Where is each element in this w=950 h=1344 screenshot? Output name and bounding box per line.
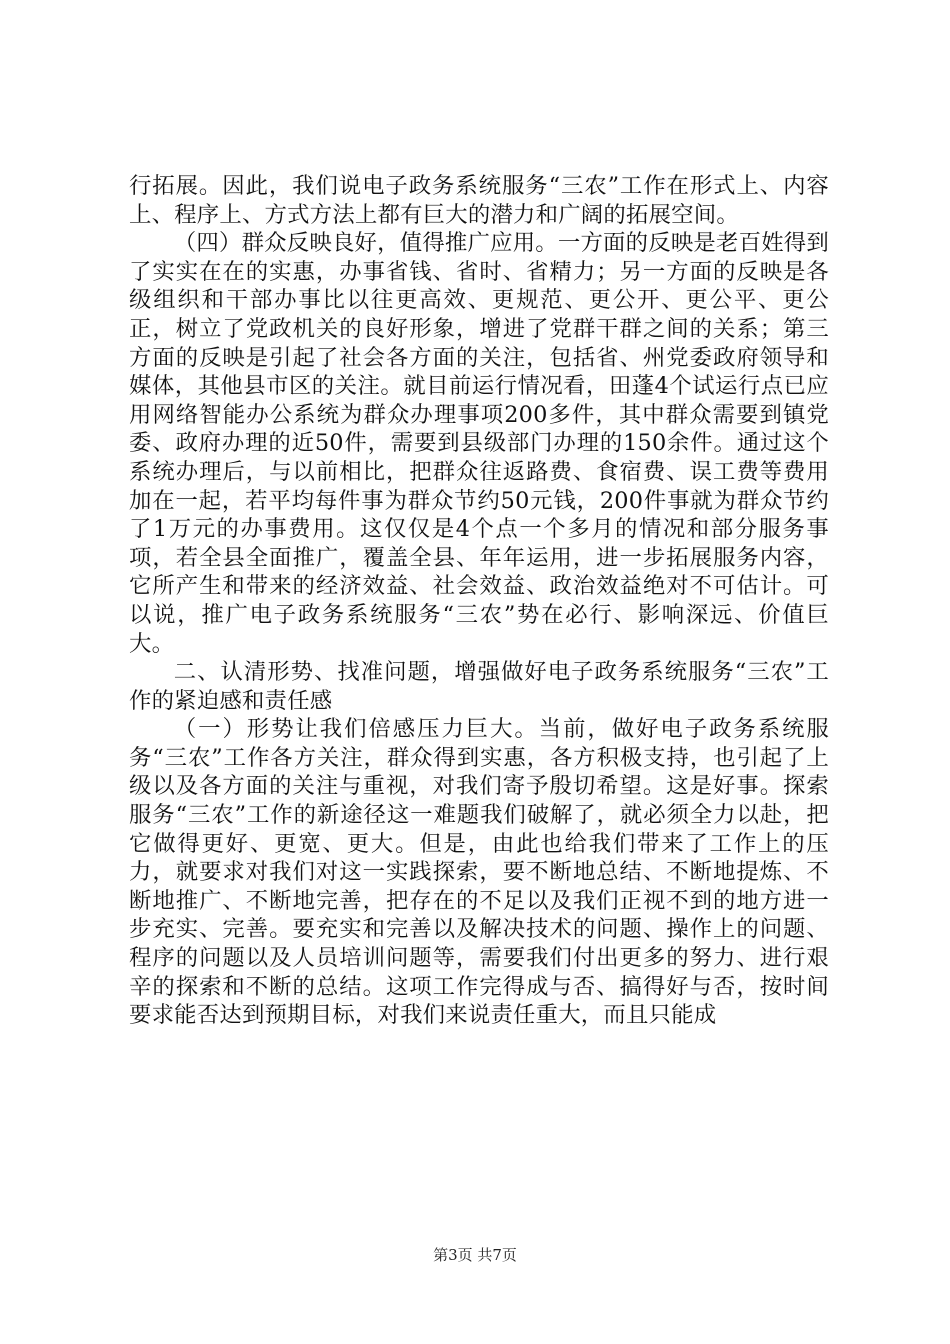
paragraph-section-four: （四）群众反映良好，值得推广应用。一方面的反映是老百姓得到了实实在在的实惠，办事省钱、省时、省精力；另一方面的反映是各级组织和干部办事比以往更高效、更规范、更公开、更公平、更公正，树立了党政机关的良好形象，增进了党群干群之间的关系；第三方面的反映是引起了社会各方面的关注，包括省、州党委政府领导和媒体，其他县市区的关注。就目前运行情况看，田蓬4个试运行点已应用网络智能办公系统为群众办理事项200多件，其中群众需要到镇党委、政府办理的近50件，需要到县级部门办理的150余件。通过这个系统办理后，与以前相比，把群众往返路费、食宿费、误工费等费用加在一起，若平均每件事为群众节约50元钱，200件事就为群众节约了1万元的办事费用。这仅仅是4个点一个多月的情况和部分服务事项，若全县全面推广，覆盖全县、年年运用，进一步拓展服务内容，它所产生和带来的经济效益、社会效益、政治效益绝对不可估计。可以说，推广电子政务系统服务“三农”势在必行、影响深远、价值巨大。	[129, 230, 829, 657]
page-number-footer: 第3页 共7页	[433, 1246, 517, 1264]
heading-section-two: 二、认清形势、找准问题，增强做好电子政务系统服务“三农”工作的紧迫感和责任感	[129, 659, 829, 714]
paragraph-continuation: 行拓展。因此，我们说电子政务系统服务“三农”工作在形式上、内容上、程序上、方式方法上都有巨大的潜力和广阔的拓展空间。	[129, 173, 829, 228]
paragraph-subsection-one: （一）形势让我们倍感压力巨大。当前，做好电子政务系统服务“三农”工作各方关注，群众得到实惠，各方积极支持，也引起了上级以及各方面的关注与重视，对我们寄予殷切希望。这是好事。探索服务“三农”工作的新途径这一难题我们破解了，就必须全力以赴，把它做得更好、更宽、更大。但是，由此也给我们带来了工作上的压力，就要求对我们对这一实践探索，要不断地总结、不断地提炼、不断地推广、不断地完善，把存在的不足以及我们正视不到的地方进一步充实、完善。要充实和完善以及解决技术的问题、操作上的问题、程序的问题以及人员培训问题等，需要我们付出更多的努力、进行艰辛的探索和不断的总结。这项工作完得成与否、搞得好与否，按时间要求能否达到预期目标，对我们来说责任重大，而且只能成	[129, 716, 829, 1029]
document-body	[129, 172, 829, 1030]
